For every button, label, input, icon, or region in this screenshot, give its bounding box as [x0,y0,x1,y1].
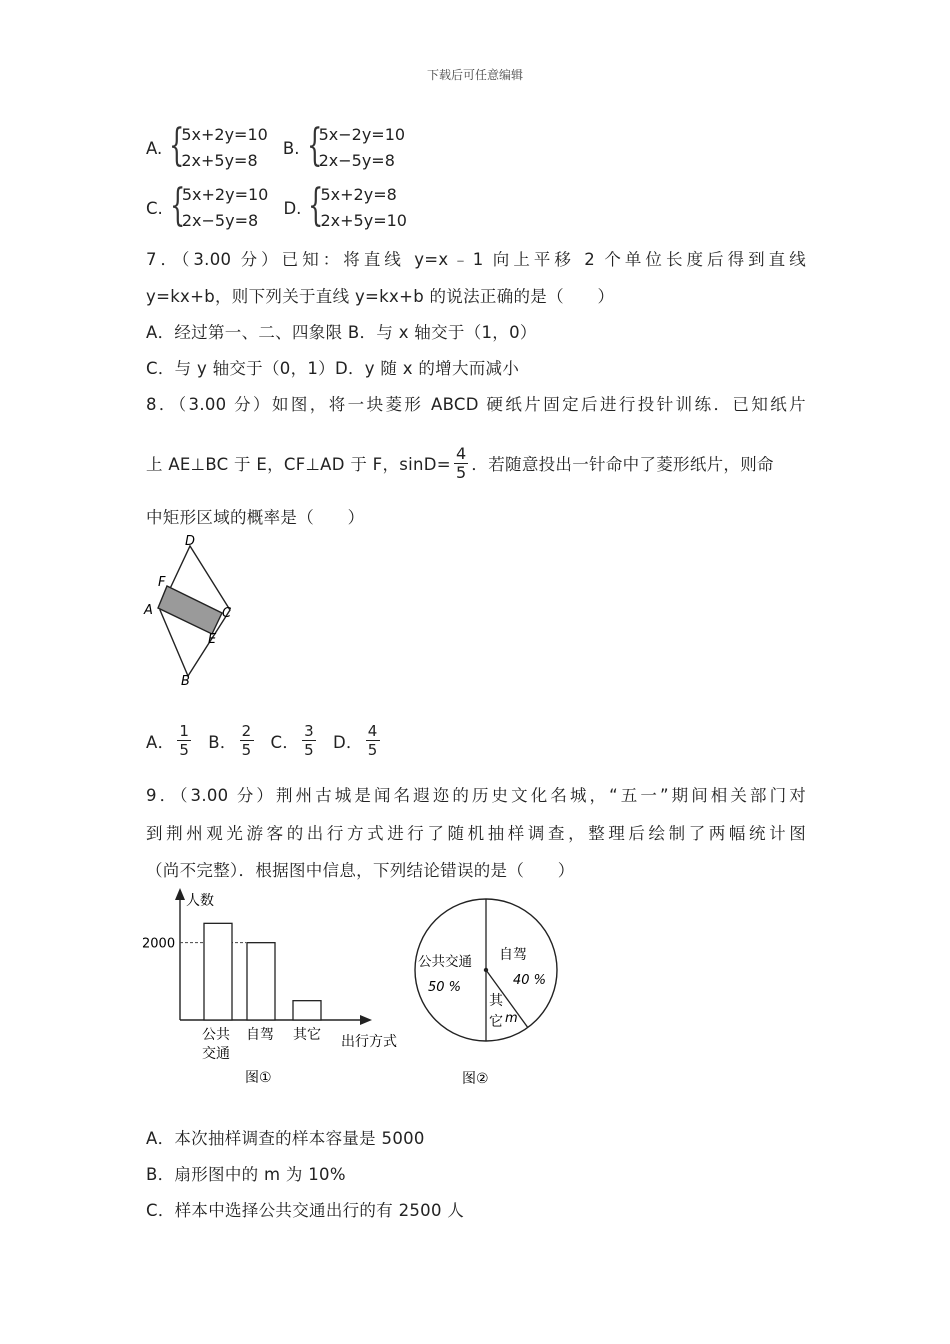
q8-option-a-fraction [177,722,191,759]
pie-label-other-1: 其 [489,993,503,1009]
x-tick-label-public-1: 公共 [202,1027,230,1043]
q9-stem-line-2: 到荆州观光游客的出行方式进行了随机抽样调查，整理后绘制了两幅统计图 [146,824,806,843]
fraction-denominator: 5 [367,741,378,759]
vertex-label-d: D [185,534,196,549]
bar-public-transit [204,923,232,1020]
q8-option-d-fraction [366,722,380,759]
q7-options-cd: C．与 y 轴交于（0，1）D．y 随 x 的增大而减小 [146,359,520,378]
equation: 2x+5y=10 [320,211,407,230]
fraction-denominator: 5 [179,741,190,759]
brace-icon: { [306,120,322,171]
vertex-label-f: F [158,575,166,590]
q6-option-a-label: A. [146,138,163,158]
fraction-denominator: 5 [455,462,467,482]
pie-pct-public: 50 % [428,980,462,995]
pie-pct-self-drive: 40 % [513,973,547,988]
vertex-label-a: A [144,603,153,618]
y-tick-label: 2000 [142,936,176,952]
q9-option-c: C．样本中选择公共交通出行的有 2500 人 [146,1201,465,1220]
q8-option-b-label: B． [208,732,237,752]
q6-option-a-system [169,122,267,174]
brace-icon: { [169,120,185,171]
q6-option-row-ab [146,122,405,174]
x-axis-arrow-icon [360,1015,372,1025]
vertex-label-b: B [181,674,190,689]
q6-option-c-label: C. [146,198,163,218]
fraction-numerator: 4 [455,443,467,463]
fraction-numerator: 1 [179,722,190,740]
y-axis-arrow-icon [175,888,185,900]
q8-stem-line-1: 8．（3.00 分）如图，将一块菱形 ABCD 硬纸片固定后进行投针训练．已知纸片 [146,395,806,414]
q8-stem-line-3: 中矩形区域的概率是（ ） [146,508,365,527]
sin-fraction [454,445,468,482]
q6-option-b-label: B. [282,138,300,158]
page-header: 下载后可任意编辑 [426,68,523,82]
fraction-numerator: 3 [304,722,314,740]
q8-option-b-fraction [240,722,254,759]
q8-option-d-label: D． [332,732,363,752]
bar-chart [138,882,418,1092]
q8-stem-line-2-pre: 上 AE⊥BC 于 E，CF⊥AD 于 F，sinD= [146,455,451,474]
equation: 5x+2y=8 [320,185,397,204]
rhombus-figure [138,528,248,693]
bar-other [293,1001,321,1020]
pie-var-other: m [505,1011,518,1026]
equation: 2x−5y=8 [181,211,259,230]
fraction-denominator: 5 [304,741,314,759]
q8-option-a-label: A． [146,732,175,752]
q9-option-a: A．本次抽样调查的样本容量是 5000 [146,1129,425,1148]
vertex-label-c: C [222,606,232,621]
fraction-numerator: 2 [241,722,252,740]
y-axis-label: 人数 [186,893,214,909]
q9-stem-line-3: （尚不完整）．根据图中信息，下列结论错误的是（ ） [146,861,575,880]
pie-chart-caption: 图② [462,1071,489,1087]
equation: 2x−5y=8 [318,151,395,170]
brace-icon: { [308,180,324,231]
equation: 2x+5y=8 [181,151,258,170]
bar-self-drive [247,943,275,1020]
q6-option-c-system [170,182,268,234]
bar-chart-caption: 图① [245,1070,272,1086]
q8-option-c-fraction [302,722,316,759]
x-tick-label-other: 其它 [293,1027,321,1043]
fraction-denominator: 5 [241,741,252,759]
q7-stem-line-2: y=kx+b，则下列关于直线 y=kx+b 的说法正确的是（ ） [146,287,615,306]
q9-option-b: B．扇形图中的 m 为 10% [146,1165,346,1184]
equation: 5x+2y=10 [181,185,269,204]
q9-stem-line-1: 9．（3.00 分）荆州古城是闻名遐迩的历史文化名城，“五一”期间相关部门对 [146,786,806,805]
q6-option-d-label: D. [283,198,302,218]
equation: 5x+2y=10 [181,125,268,144]
pie-label-public: 公共交通 [418,954,472,970]
x-tick-label-self-drive: 自驾 [246,1027,274,1043]
fraction-numerator: 4 [367,722,378,740]
equation: 5x−2y=10 [318,125,406,144]
q6-option-b-system [307,122,405,174]
q7-stem-line-1: 7．（3.00 分）已知：将直线 y=x﹣1 向上平移 2 个单位长度后得到直线 [146,250,806,269]
pie-label-other-2: 它 [489,1014,503,1030]
q8-stem-line-2 [146,441,806,485]
q8-stem-line-2-post: ．若随意投出一针命中了菱形纸片，则命 [471,455,774,474]
x-tick-label-public-2: 交通 [202,1046,230,1062]
x-axis-label: 出行方式 [341,1034,397,1050]
pie-chart [410,888,570,1093]
pie-label-self-drive: 自驾 [499,947,527,963]
q8-options [146,722,383,759]
vertex-label-e: E [208,632,217,647]
q6-option-d-system [308,182,406,234]
q6-option-row-cd [146,182,407,234]
brace-icon: { [169,180,186,231]
pie-center [484,968,488,972]
q8-option-c-label: C． [270,732,300,752]
q7-options-ab: A．经过第一、二、四象限 B．与 x 轴交于（1，0） [146,323,537,342]
